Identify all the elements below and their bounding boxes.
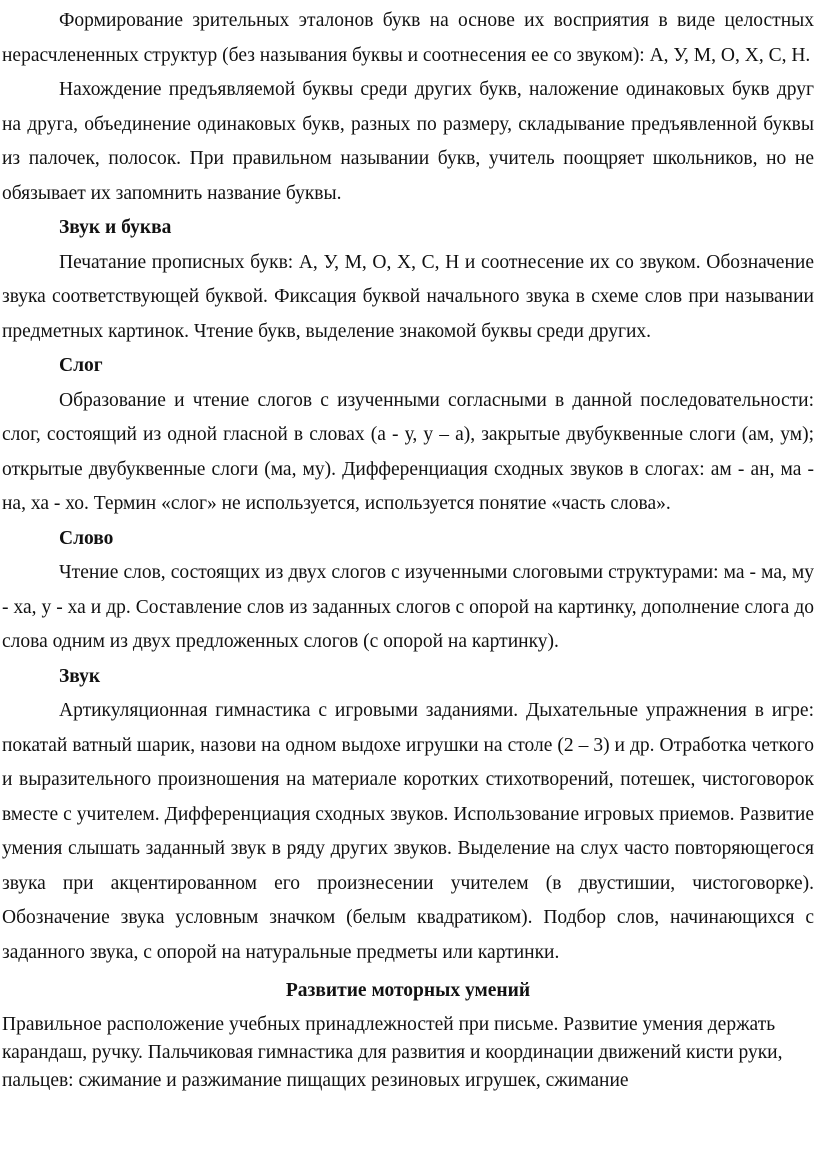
section-heading-sound: Звук [59, 665, 101, 687]
paragraph-sound-exercises: Артикуляционная гимнастика с игровыми заданиями. Дыхательные упражнения в игре: покатай ватный шарик, назови на одном выдохе игрушки на столе (2 – 3) и др. Отработка четкого и выразительного произношения на материале коротких стихотворений, потешек, чистоговорок вместе с учителем. Дифференциация сходных звуков. Использование игровых приемов. Развитие умения слышать заданный звук в ряду других звуков. Выделение на слух часто повторяющегося звука при акцентированном его произнесении учителем (в двустишии, чистоговорке). Обозначение звука условным значком (белым квадратиком). Подбор слов, начинающихся с заданного звука, с опорой на натуральные предметы или картинки. [2, 700, 814, 963]
paragraph-printing-letters: Печатание прописных букв: А, У, М, О, Х, С, Н и соотнесение их со звуком. Обозначение звука соответствующей буквой. Фиксация буквой начального звука в схеме слов при назывании предметных картинок. Чтение букв, выделение знакомой буквы среди других. [2, 251, 814, 342]
paragraph-words: Чтение слов, состоящих из двух слогов с изученными слоговыми структурами: ма - ма, му - ха, у - ха и др. Составление слов из заданных слогов с опорой на картинку, дополнение слога до слова одним из двух предложенных слогов (с опорой на картинку). [2, 562, 814, 652]
section-heading-word: Слово [59, 527, 114, 549]
paragraph-syllables: Образование и чтение слогов с изученными согласными в данной последовательности: слог, состоящий из одной гласной в словах (а - у, у – а), закрытые двубуквенные слоги (ам, ум); открытые двубуквенные слоги (ма, му). Дифференциация сходных звуков в слогах: ам - ан, ма - на, ха - хо. Термин «слог» не используется, используется понятие «часть слова». [2, 389, 814, 514]
section-heading-motor-skills: Развитие моторных умений [285, 980, 531, 1001]
paragraph-visual-letter-standards: Формирование зрительных эталонов букв на основе их восприятия в виде целостных нерасчлененных структур (без называния буквы и соотнесения ее со звуком): А, У, М, О, Х, С, Н. [2, 10, 814, 66]
paragraph-finding-letters: Нахождение предъявляемой буквы среди других букв, наложение одинаковых букв друг на друга, объединение одинаковых букв, разных по размеру, складывание предъявленной буквы из палочек, полосок. При правильном назывании букв, учитель поощряет школьников, но не обязывает их запомнить название буквы. [2, 79, 814, 204]
section-heading-syllable: Слог [59, 355, 103, 376]
section-heading-sound-and-letter: Звук и буква [59, 217, 172, 238]
paragraph-motor-skills: Правильное расположение учебных принадлежностей при письме. Развитие умения держать карандаш, ручку. Пальчиковая гимнастика для развития и координации движений кисти руки, пальцев: сжимание и разжимание пищащих резиновых игрушек, сжимание [2, 1013, 783, 1091]
